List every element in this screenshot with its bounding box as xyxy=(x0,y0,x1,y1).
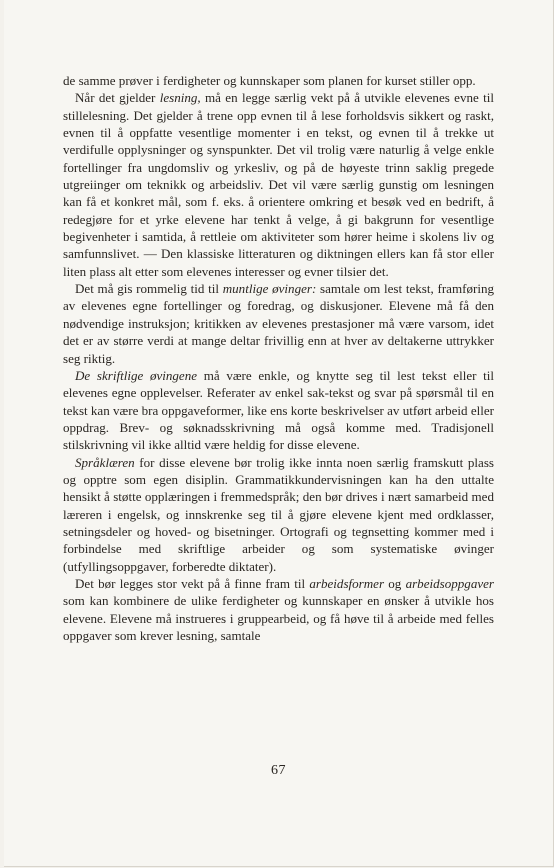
italic-term: De skriftlige øvingene xyxy=(75,367,198,383)
italic-term: Språklæren xyxy=(75,454,135,470)
italic-term: lesning, xyxy=(159,90,201,106)
page-number: 67 xyxy=(271,763,286,778)
italic-term: arbeidsoppgaver xyxy=(405,575,494,591)
text-segment: må være enkle, og knytte seg til lest tekst eller til elevenes egne opplevelser. Referater av enkel sak-tekst og svar på spørsmål til en tekst kan være bra oppgaveformer, like ens korte beskrivelser av utført arbeid eller oppdrag. Brev- og søknadsskrivning må også komme med. Tradisjonell stilskrivning vil ikke alltid være heldig for disse elevene. xyxy=(63,367,494,453)
italic-term: muntlige øvinger: xyxy=(222,281,317,297)
book-page xyxy=(4,0,554,867)
paragraph-6 xyxy=(63,575,494,644)
paragraph-1 xyxy=(63,72,494,89)
text-segment: og xyxy=(384,575,406,591)
text-segment: Det bør legges stor vekt på å finne fram til xyxy=(75,575,310,591)
paragraph-2 xyxy=(63,89,494,280)
text-segment: må en legge særlig vekt på å utvikle elevenes evne til stillelesning. Det gjelder å trene opp evnen til å lese forholdsvis sikkert og raskt, evnen til å oppfatte vesentlige momenter i en tekst, og evnen til å trekke ut verdifulle opplysninger og synspunkter. Det vil trolig være naturlig å velge enkle fortellinger fra ungdomsliv og yrkesliv, og på de høyeste trinn saklig pregede utgreiinger om teknikk og arbeidsliv. Det vil være særlig gunstig om lesningen kan få et konkret mål, som f. eks. å orientere omkring et besøk ved en bedrift, å redegjøre for et yrke elevene har tenkt å velge, å gi bakgrunn for vesentlige begivenheter i samtida, å rettleie om aktiviteter som hører heime i skolens liv og samfunnslivet. — Den klassiske litteraturen og diktningen ellers kan få stor eller liten plass alt etter som elevenes interesser og evner tilsier det. xyxy=(63,90,494,279)
text-segment: de samme prøver i ferdigheter og kunnskaper som planen for kurset stiller opp. xyxy=(63,73,476,88)
text-segment: samtale om lest tekst, framføring av elevenes egne fortellinger og foredrag, og diskusjoner. Elevene må få den nødvendige instruksjon; kritikken av elevenes prestasjoner må være varsom, idet det er av større verdi at mange deltar frivillig enn at hver av deltakerne uttrykker seg riktig. xyxy=(63,281,495,366)
text-segment: for disse elevene bør trolig ikke innta noen særlig framskutt plass og opptre som egen disiplin. Grammatikkundervisningen kan ha den uttalte hensikt å støtte opplæringen i fremmedspråk; den bør drives i nært samarbeid med læreren i engelsk, og innskrenke seg til å gjøre elevene kjent med ordklasser, setningsdeler og hoved- og bisetninger. Ortografi og tegnsetting kommer med i forbindelse med skriftlige arbeider og som systematiske øvinger (utfyllingsoppgaver, forberedte diktater). xyxy=(63,454,494,574)
paragraph-4 xyxy=(63,367,494,454)
paragraph-5 xyxy=(63,454,494,575)
text-segment: Når det gjelder xyxy=(75,90,160,106)
italic-term: arbeidsformer xyxy=(309,575,385,591)
text-segment: Det må gis rommelig tid til xyxy=(75,281,223,297)
text-segment: som kan kombinere de ulike ferdigheter og kunnskaper en ønsker å utvikle hos elevene. Elevene må instrueres i gruppearbeid, og få høve til å arbeide med felles oppgaver som krever lesning, samtale xyxy=(63,593,494,643)
paragraph-3 xyxy=(63,280,494,367)
body-text xyxy=(63,72,494,644)
